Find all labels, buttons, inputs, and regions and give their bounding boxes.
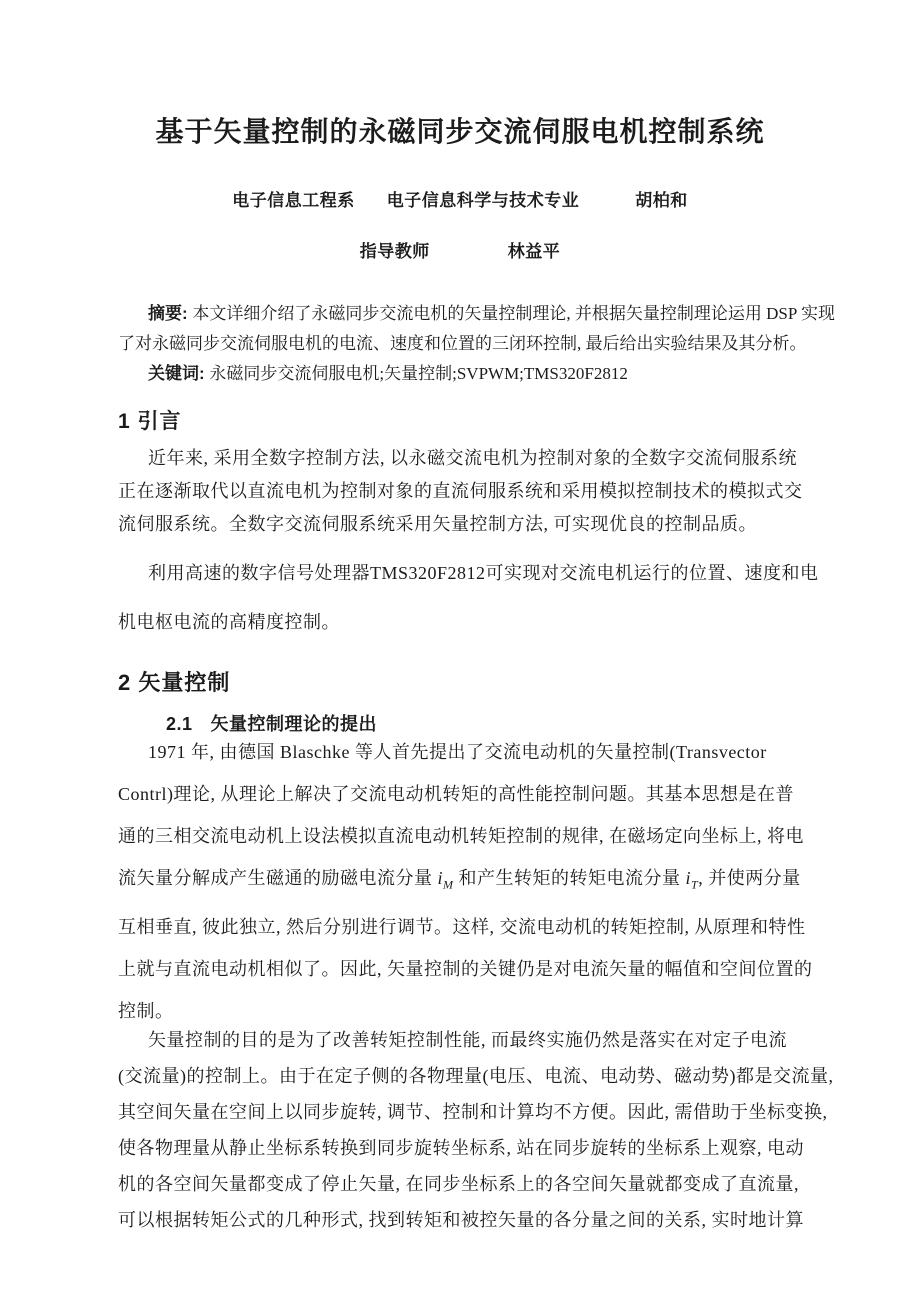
text-line: (交流量)的控制上。由于在定子侧的各物理量(电压、电流、电动势、磁动势)都是交流量, bbox=[118, 1066, 834, 1086]
keywords-line bbox=[118, 359, 820, 389]
text-line: 使各物理量从静止坐标系转换到同步旋转坐标系, 站在同步旋转的坐标系上观察, 电动 bbox=[118, 1138, 804, 1158]
text-line: Contrl)理论, 从理论上解决了交流电动机转矩的高性能控制问题。其基本思想是在普 bbox=[118, 784, 794, 804]
abstract-text-2: 了对永磁同步交流伺服电机的电流、速度和位置的三闭环控制, 最后给出实验结果及其分析。 bbox=[118, 334, 807, 353]
current-symbol-iT bbox=[685, 868, 699, 892]
text-line: 上就与直流电动机相似了。因此, 矢量控制的关键仍是对电流矢量的幅值和空间位置的 bbox=[118, 958, 813, 979]
text-segment: 流矢量分解成产生磁通的励磁电流分量 bbox=[118, 868, 438, 888]
vector-paragraph-1 bbox=[118, 731, 820, 1032]
byline-author: 胡柏和 bbox=[635, 191, 688, 210]
intro-paragraph-1 bbox=[118, 442, 820, 541]
text-line: 可以根据转矩公式的几种形式, 找到转矩和被控矢量的各分量之间的关系, 实时地计算 bbox=[118, 1210, 804, 1230]
abstract-line-2 bbox=[118, 329, 820, 359]
text-line: 互相垂直, 彼此独立, 然后分别进行调节。这样, 交流电动机的转矩控制, 从原理和特性 bbox=[118, 916, 806, 937]
vector-paragraph-2 bbox=[118, 1022, 834, 1238]
byline-major: 电子信息科学与技术专业 bbox=[386, 191, 580, 210]
advisor-line bbox=[0, 237, 920, 262]
keywords-label: 关键词: bbox=[148, 364, 210, 383]
text-line: 矢量控制的目的是为了改善转矩控制性能, 而最终实施仍然是落实在对定子电流 bbox=[148, 1030, 787, 1050]
advisor-name: 林益平 bbox=[507, 242, 561, 261]
symbol-base: i bbox=[685, 868, 692, 888]
text-line: 近年来, 采用全数字控制方法, 以永磁交流电机为控制对象的全数字交流伺服系统 bbox=[148, 448, 797, 468]
symbol-base: i bbox=[437, 868, 444, 888]
page-title: 基于矢量控制的永磁同步交流伺服电机控制系统 bbox=[155, 116, 765, 147]
keywords-text: 永磁同步交流伺服电机;矢量控制;SVPWM;TMS320F2812 bbox=[209, 364, 628, 383]
subsection-title: 矢量控制理论的提出 bbox=[210, 714, 378, 734]
text-line: 通的三相交流电动机上设法模拟直流电动机转矩控制的规律, 在磁场定向坐标上, 将电 bbox=[118, 826, 804, 846]
text-line: 机电枢电流的高精度控制。 bbox=[118, 612, 340, 632]
text-line: 利用高速的数字信号处理器TMS320F2812可实现对交流电机运行的位置、速度和电 bbox=[148, 563, 819, 583]
text-segment: , 并使两分量 bbox=[698, 868, 801, 888]
text-line: 机的各空间矢量都变成了停止矢量, 在同步坐标系上的各空间矢量就都变成了直流量, bbox=[118, 1174, 799, 1194]
section-2-heading: 2 矢量控制 bbox=[118, 670, 231, 695]
byline-department: 电子信息工程系 bbox=[232, 191, 355, 210]
advisor-label: 指导教师 bbox=[359, 242, 430, 261]
text-line: 其空间矢量在空间上以同步旋转, 调节、控制和计算均不方便。因此, 需借助于坐标变换, bbox=[118, 1102, 828, 1122]
abstract-label: 摘要: bbox=[148, 304, 193, 323]
abstract-block bbox=[118, 299, 835, 389]
current-symbol-iM bbox=[437, 868, 454, 892]
symbol-subscript: T bbox=[691, 877, 699, 892]
symbol-subscript: M bbox=[443, 877, 454, 892]
intro-paragraph-2 bbox=[118, 549, 820, 647]
section-1-heading: 1 引言 bbox=[118, 410, 182, 433]
byline bbox=[0, 186, 920, 211]
subsection-number: 2.1 bbox=[166, 714, 193, 734]
text-line-with-symbols bbox=[118, 857, 820, 906]
text-line: 流伺服系统。全数字交流伺服系统采用矢量控制方法, 可实现优良的控制品质。 bbox=[118, 514, 757, 534]
text-segment: 和产生转矩的转矩电流分量 bbox=[453, 868, 686, 888]
text-line: 正在逐渐取代以直流电机为控制对象的直流伺服系统和采用模拟控制技术的模拟式交 bbox=[118, 481, 803, 501]
text-line: 控制。 bbox=[118, 1000, 174, 1021]
abstract-text-1: 本文详细介绍了永磁同步交流电机的矢量控制理论, 并根据矢量控制理论运用 DSP 实现 bbox=[192, 304, 835, 323]
text-line: 1971 年, 由德国 Blaschke 等人首先提出了交流电动机的矢量控制(Transvector bbox=[148, 742, 767, 762]
abstract-line-1 bbox=[118, 299, 835, 329]
